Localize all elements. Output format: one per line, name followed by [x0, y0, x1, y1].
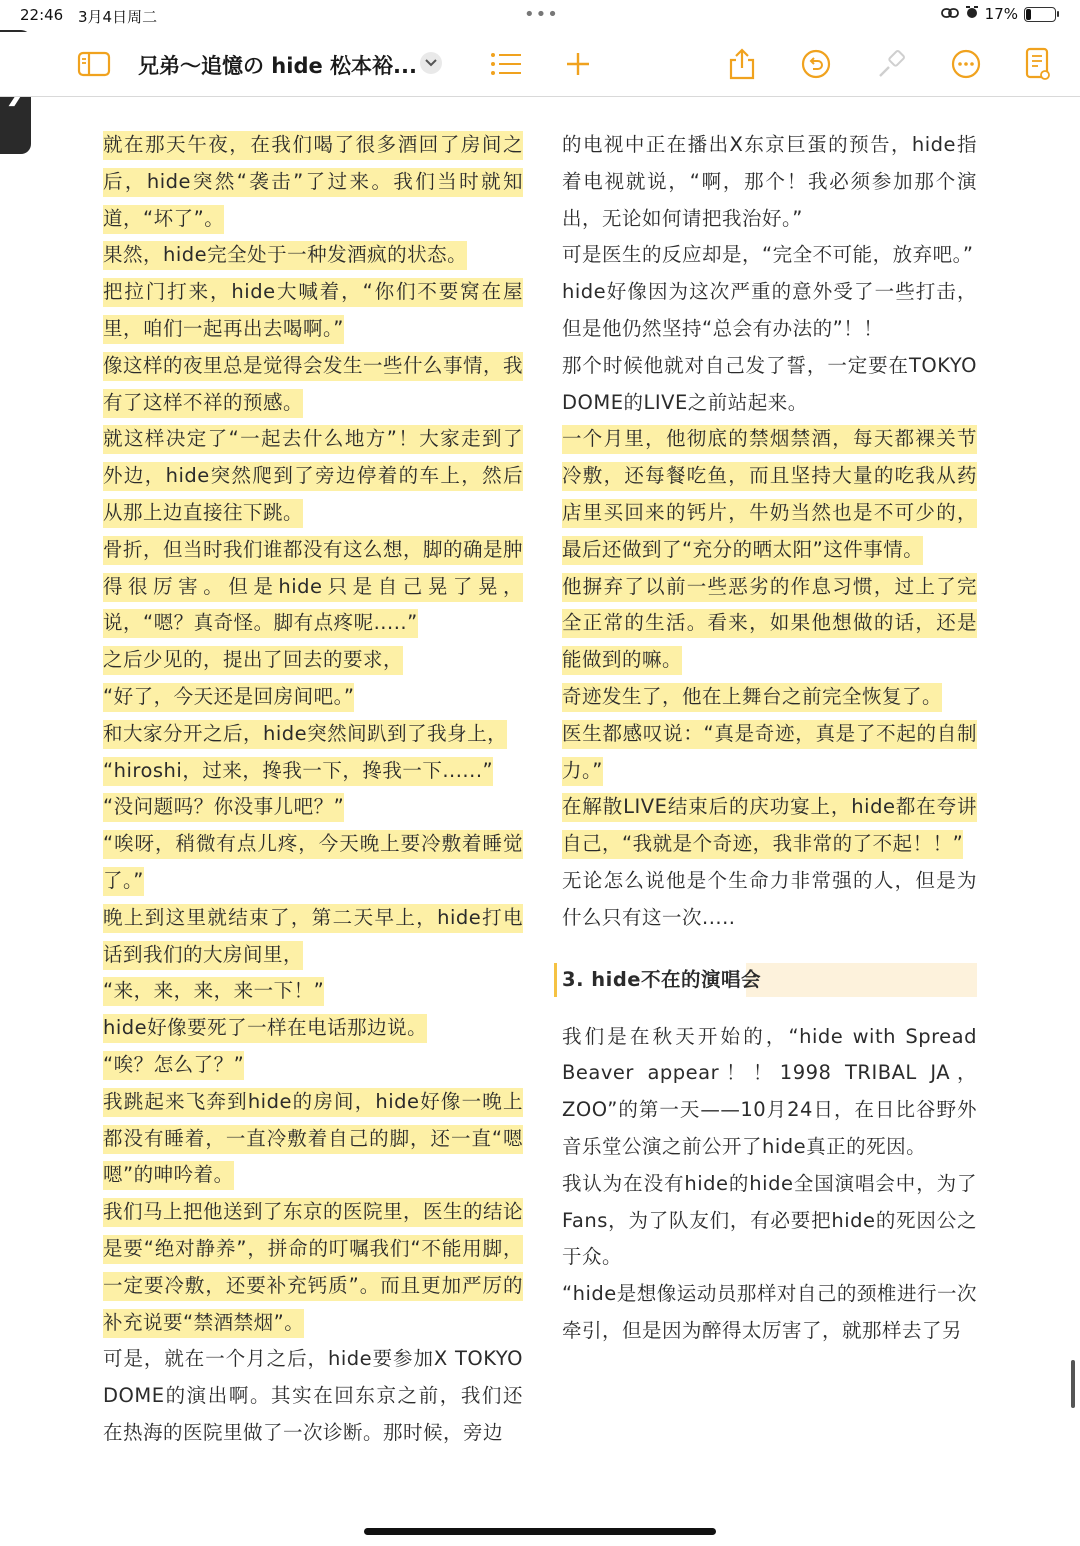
paragraph-text: “好了，今天还是回房间吧。” [103, 683, 354, 712]
paragraph[interactable] [562, 789, 977, 863]
paragraph[interactable] [562, 569, 977, 679]
status-right [941, 5, 1056, 23]
right-column-paragraphs [562, 127, 977, 937]
paragraph[interactable] [103, 1341, 523, 1451]
paragraph[interactable] [562, 127, 977, 237]
paragraph[interactable] [103, 973, 523, 1010]
paragraph-text: “唉呀，稍微有点儿疼，今天晚上要冷敷着睡觉了。” [103, 830, 523, 896]
section-heading-text: 3. hide不在的演唱会 [562, 967, 762, 991]
paragraph[interactable] [103, 532, 523, 642]
home-indicator[interactable] [364, 1528, 716, 1535]
paragraph-text: 那个时候他就对自己发了誓，一定要在TOKYO DOME的LIVE之前站起来。 [562, 353, 977, 414]
paragraph[interactable] [103, 421, 523, 531]
paragraph[interactable] [562, 421, 977, 568]
paragraph[interactable] [562, 348, 977, 422]
paragraph-text: “来，来，来，来一下！” [103, 977, 324, 1006]
paragraph-text: 奇迹发生了，他在上舞台之前完全恢复了。 [562, 683, 942, 712]
paragraph[interactable] [103, 716, 523, 753]
battery-fill [1026, 9, 1031, 20]
paragraph-text: 和大家分开之后，hide突然间趴到了我身上， [103, 720, 507, 749]
paragraph[interactable] [103, 789, 523, 826]
paragraph-text: 就这样决定了“一起去什么地方”！大家走到了外边，hide突然爬到了旁边停着的车上，然后从那上边直接往下跳。 [103, 425, 523, 528]
paragraph[interactable] [103, 900, 523, 974]
paragraph-text: hide好像因为这次严重的意外受了一些打击，但是他仍然坚持“总会有办法的”！！ [562, 280, 977, 340]
paragraph-text: hide好像要死了一样在电话那边说。 [103, 1014, 427, 1043]
notebook-icon[interactable] [1020, 46, 1056, 82]
left-column [103, 127, 523, 1452]
paragraph[interactable] [103, 679, 523, 716]
paragraph-text: “唉？怎么了？” [103, 1051, 244, 1080]
paragraph[interactable] [562, 237, 977, 274]
paragraph-text: 他摒弃了以前一些恶劣的作息习惯，过上了完全正常的生活。看来，如果他想做的话，还是能做到的嘛。 [562, 573, 977, 676]
paragraph[interactable] [103, 642, 523, 679]
paragraph-text: 之后少见的，提出了回去的要求， [103, 646, 403, 675]
paragraph-text: 我认为在没有hide的hide全国演唱会中，为了Fans，为了队友们，有必要把hide的死因公之于众。 [562, 1171, 977, 1269]
toolbar [0, 32, 1080, 97]
paragraph-text: 我们是在秋天开始的，“hide with Spread Beaver appear！！1998 TRIBAL JA，ZOO”的第一天——10月24日，在日比谷野外音乐堂公演之前公开了hide真正的死因。 [562, 1024, 977, 1158]
paragraph-text: 像这样的夜里总是觉得会发生一些什么事情，我有了这样不祥的预感。 [103, 352, 523, 418]
paragraph[interactable] [103, 1010, 523, 1047]
status-bar [0, 0, 1080, 32]
paragraph[interactable] [103, 753, 523, 790]
paragraph[interactable] [103, 127, 523, 237]
paragraph[interactable] [103, 274, 523, 348]
paragraph[interactable] [103, 1194, 523, 1341]
chevron-down-icon[interactable] [420, 52, 442, 74]
paragraph-text: 我跳起来飞奔到hide的房间，hide好像一晚上都没有睡着，一直冷敷着自己的脚，还一直“嗯嗯”的呻吟着。 [103, 1088, 523, 1191]
paragraph-text: 可是，就在一个月之后，hide要参加X TOKYO DOME的演出啊。其实在回东京之前，我们还在热海的医院里做了一次诊断。那时候，旁边 [103, 1347, 523, 1444]
right-column-after-heading [562, 1019, 977, 1350]
sidebar-icon[interactable] [76, 46, 112, 82]
paragraph-text: 把拉门打来，hide大喊着，“你们不要窝在屋里，咱们一起再出去喝啊。” [103, 278, 523, 344]
paragraph[interactable] [562, 1166, 977, 1276]
paragraph-text: “hiroshi，过来，搀我一下，搀我一下......” [103, 757, 493, 786]
paragraph-text: 一个月里，他彻底的禁烟禁酒，每天都裸关节冷敷，还每餐吃鱼，而且坚持大量的吃我从药店里买回来的钙片，牛奶当然也是不可少的，最后还做到了“充分的晒太阳”这件事情。 [562, 425, 977, 564]
heading-background [746, 963, 977, 997]
status-date: 3月4日周二 [78, 8, 158, 26]
paragraph-text: 医生都感叹说：“真是奇迹，真是了不起的自制力。” [562, 720, 977, 786]
scroll-indicator[interactable] [1071, 1360, 1075, 1408]
paragraph-text: 就在那天午夜，在我们喝了很多酒回了房间之后，hide突然“袭击”了过来。我们当时就知道，“坏了”。 [103, 131, 523, 234]
paragraph[interactable] [562, 274, 977, 348]
paragraph[interactable] [103, 348, 523, 422]
status-time: 22:46 [20, 6, 64, 24]
battery-percent: 17% [984, 5, 1018, 23]
paragraph[interactable] [562, 679, 977, 716]
paragraph[interactable] [562, 716, 977, 790]
paragraph-text: “没问题吗？你没事儿吧？” [103, 793, 344, 822]
brush-icon[interactable] [874, 46, 910, 82]
section-heading[interactable] [562, 963, 977, 997]
alarm-icon [965, 5, 979, 23]
paragraph[interactable] [562, 1019, 977, 1166]
undo-icon[interactable] [798, 46, 834, 82]
more-icon[interactable] [948, 46, 984, 82]
share-icon[interactable] [724, 46, 760, 82]
paragraph[interactable] [562, 1276, 977, 1350]
paragraph-text: 骨折，但当时我们谁都没有这么想，脚的确是肿得很厉害。但是hide只是自己晃了晃，说，“嗯？真奇怪。脚有点疼呢.....” [103, 536, 523, 639]
paragraph-text: 果然，hide完全处于一种发酒疯的状态。 [103, 241, 467, 270]
right-column [562, 127, 977, 1350]
paragraph-text: 可是医生的反应却是，“完全不可能，放弃吧。” [562, 243, 974, 267]
paragraph-text: “hide是想像运动员那样对自己的颈椎进行一次牵引，但是因为醉得太厉害了，就那样去了另 [562, 1282, 977, 1342]
link-icon [941, 5, 959, 23]
paragraph-text: 无论怎么说他是个生命力非常强的人，但是为什么只有这一次..... [562, 868, 977, 929]
paragraph[interactable] [103, 1084, 523, 1194]
plus-icon[interactable] [560, 46, 596, 82]
heading-marker [554, 963, 557, 997]
paragraph[interactable] [103, 826, 523, 900]
battery-icon [1024, 7, 1056, 22]
paragraph-text: 在解散LIVE结束后的庆功宴上，hide都在夸讲自己，“我就是个奇迹，我非常的了不起！！” [562, 793, 977, 859]
paragraph[interactable] [103, 237, 523, 274]
paragraph[interactable] [562, 863, 977, 937]
paragraph-text: 的电视中正在播出X东京巨蛋的预告，hide指着电视就说，“啊，那个！我必须参加那个演出，无论如何请把我治好。” [562, 133, 977, 230]
list-icon[interactable] [488, 46, 524, 82]
multitask-dots-icon[interactable]: ••• [524, 4, 559, 25]
paragraph-text: 我们马上把他送到了东京的医院里，医生的结论是要“绝对静养”，拼命的叮嘱我们“不能用脚，一定要冷敷，还要补充钙质”。而且更加严厉的补充说要“禁酒禁烟”。 [103, 1198, 523, 1337]
document-title[interactable]: 兄弟～追憶の hide 松本裕... [138, 54, 417, 78]
paragraph-text: 晚上到这里就结束了，第二天早上，hide打电话到我们的大房间里， [103, 904, 523, 970]
paragraph[interactable] [103, 1047, 523, 1084]
